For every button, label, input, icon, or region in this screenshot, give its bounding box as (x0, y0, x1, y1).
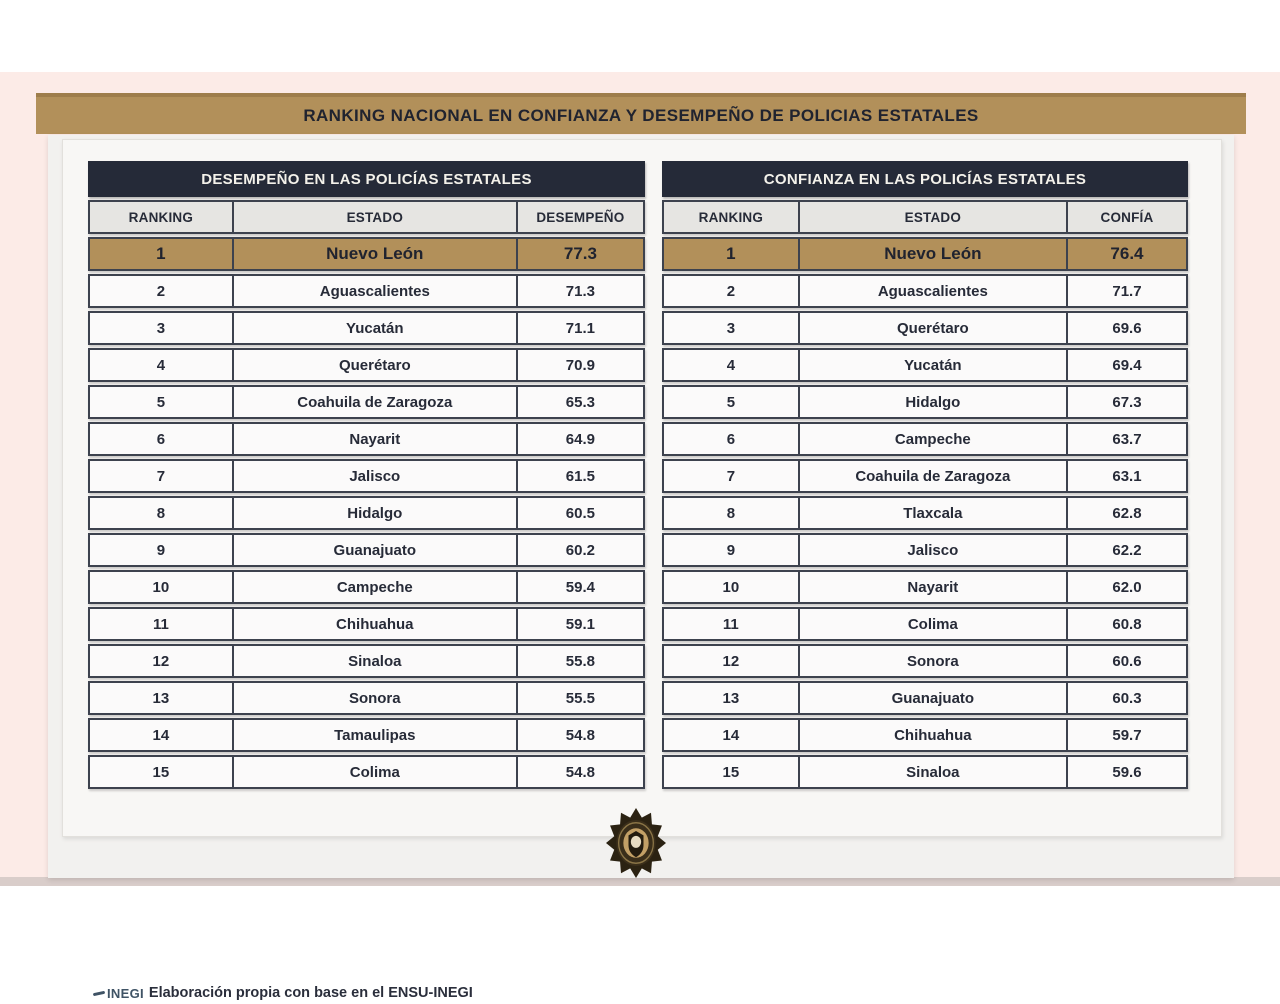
table-row (662, 533, 1188, 567)
state-cell: Chihuahua (336, 615, 414, 633)
page-title: RANKING NACIONAL EN CONFIANZA Y DESEMPEÑO DE POLICIAS ESTATALES (303, 105, 979, 125)
state-cell: Nayarit (907, 578, 959, 596)
value-cell: 77.3 (516, 239, 643, 269)
rank-cell: 4 (664, 350, 800, 380)
value-cell: 71.7 (1066, 276, 1186, 306)
rank-cell: 4 (90, 350, 234, 380)
state-cell: Jalisco (907, 541, 959, 559)
column-header: CONFÍA (1066, 202, 1186, 232)
state-cell: Colima (907, 615, 958, 633)
table-row (88, 311, 645, 345)
police-star-badge-icon (606, 808, 666, 878)
value-cell: 63.1 (1066, 461, 1186, 491)
column-header: ESTADO (346, 209, 404, 225)
inegi-logo (93, 986, 144, 1001)
state-cell: Coahuila de Zaragoza (297, 393, 453, 411)
table-header-row (88, 200, 645, 234)
value-cell: 60.5 (516, 498, 643, 528)
table-title-confianza: CONFIANZA EN LAS POLICÍAS ESTATALES (662, 161, 1188, 197)
value-cell: 55.8 (516, 646, 643, 676)
value-cell: 60.8 (1066, 609, 1186, 639)
table-row (88, 348, 645, 382)
rank-cell: 2 (664, 276, 800, 306)
rank-cell: 5 (664, 387, 800, 417)
value-cell: 64.9 (516, 424, 643, 454)
rank-cell: 3 (664, 313, 800, 343)
value-cell: 65.3 (516, 387, 643, 417)
rank-cell: 3 (90, 313, 234, 343)
value-cell: 54.8 (516, 720, 643, 750)
rank-cell: 6 (90, 424, 234, 454)
state-cell: Guanajuato (891, 689, 975, 707)
rank-cell: 10 (664, 572, 800, 602)
table-row (662, 607, 1188, 641)
table-body (88, 237, 645, 789)
rank-cell: 8 (664, 498, 800, 528)
value-cell: 67.3 (1066, 387, 1186, 417)
rank-cell: 6 (664, 424, 800, 454)
value-cell: 76.4 (1066, 239, 1186, 269)
state-cell: Nuevo León (326, 244, 424, 263)
rank-cell: 13 (90, 683, 234, 713)
source-attribution (93, 982, 473, 1004)
rank-cell: 12 (90, 646, 234, 676)
source-text: Elaboración propia con base en el ENSU-INEGI (148, 985, 473, 1001)
state-cell: Chihuahua (894, 726, 972, 744)
table-row (88, 644, 645, 678)
state-cell: Querétaro (896, 319, 969, 337)
state-cell: Hidalgo (347, 504, 403, 522)
state-cell: Nuevo León (884, 244, 982, 263)
table-row-top-ranked (662, 237, 1188, 271)
state-cell: Nayarit (349, 430, 401, 448)
rank-cell: 2 (90, 276, 234, 306)
value-cell: 59.4 (516, 572, 643, 602)
table-row (662, 644, 1188, 678)
table-row (662, 718, 1188, 752)
table-desempeno (88, 161, 645, 789)
table-row (88, 533, 645, 567)
rank-cell: 15 (90, 757, 234, 787)
rank-cell: 11 (664, 609, 800, 639)
value-cell: 71.1 (516, 313, 643, 343)
state-cell: Hidalgo (905, 393, 961, 411)
value-cell: 69.6 (1066, 313, 1186, 343)
table-row (88, 681, 645, 715)
value-cell: 54.8 (516, 757, 643, 787)
value-cell: 59.6 (1066, 757, 1186, 787)
value-cell: 60.6 (1066, 646, 1186, 676)
column-header: ESTADO (904, 209, 962, 225)
state-cell: Colima (349, 763, 400, 781)
table-confianza (662, 161, 1188, 789)
table-row (88, 496, 645, 530)
rank-cell: 14 (664, 720, 800, 750)
value-cell: 60.3 (1066, 683, 1186, 713)
rank-cell: 9 (664, 535, 800, 565)
state-cell: Aguascalientes (319, 282, 430, 300)
table-row (662, 755, 1188, 789)
rank-cell: 1 (664, 239, 800, 269)
column-header: DESEMPEÑO (516, 202, 643, 232)
state-cell: Coahuila de Zaragoza (855, 467, 1011, 485)
rank-cell: 15 (664, 757, 800, 787)
table-title-desempeno: DESEMPEÑO EN LAS POLICÍAS ESTATALES (88, 161, 645, 197)
table-row (662, 681, 1188, 715)
value-cell: 62.0 (1066, 572, 1186, 602)
rank-cell: 11 (90, 609, 234, 639)
main-title-banner (36, 93, 1246, 134)
tables-panel (62, 139, 1222, 837)
bottom-accent-strip (0, 877, 1280, 886)
state-cell: Jalisco (349, 467, 401, 485)
table-row (88, 755, 645, 789)
table-row (662, 311, 1188, 345)
state-cell: Yucatán (904, 356, 962, 374)
table-row (662, 496, 1188, 530)
value-cell: 59.7 (1066, 720, 1186, 750)
state-cell: Sonora (348, 689, 401, 707)
state-cell: Tamaulipas (334, 726, 416, 744)
rank-cell: 10 (90, 572, 234, 602)
value-cell: 70.9 (516, 350, 643, 380)
value-cell: 63.7 (1066, 424, 1186, 454)
state-cell: Sinaloa (348, 652, 402, 670)
table-row (88, 459, 645, 493)
state-cell: Campeche (336, 578, 413, 596)
value-cell: 55.5 (516, 683, 643, 713)
state-cell: Aguascalientes (877, 282, 988, 300)
column-header: RANKING (664, 202, 800, 232)
value-cell: 62.2 (1066, 535, 1186, 565)
table-row (88, 422, 645, 456)
state-cell: Yucatán (346, 319, 404, 337)
value-cell: 59.1 (516, 609, 643, 639)
table-header-row (662, 200, 1188, 234)
content-card (48, 135, 1234, 1001)
state-cell: Sonora (906, 652, 959, 670)
rank-cell: 1 (90, 239, 234, 269)
value-cell: 69.4 (1066, 350, 1186, 380)
inegi-logo-text: INEGI (107, 985, 144, 1001)
column-header: RANKING (90, 202, 234, 232)
rank-cell: 7 (90, 461, 234, 491)
table-row (88, 718, 645, 752)
value-cell: 62.8 (1066, 498, 1186, 528)
rank-cell: 5 (90, 387, 234, 417)
table-row-top-ranked (88, 237, 645, 271)
state-cell: Campeche (894, 430, 971, 448)
state-cell: Sinaloa (906, 763, 960, 781)
table-row (88, 274, 645, 308)
table-row (662, 348, 1188, 382)
value-cell: 60.2 (516, 535, 643, 565)
table-row (662, 570, 1188, 604)
state-cell: Tlaxcala (903, 504, 963, 522)
table-row (662, 422, 1188, 456)
inegi-logo-mark-icon (93, 989, 105, 998)
value-cell: 61.5 (516, 461, 643, 491)
rank-cell: 8 (90, 498, 234, 528)
rank-cell: 7 (664, 461, 800, 491)
rank-cell: 14 (90, 720, 234, 750)
table-row (662, 274, 1188, 308)
table-row (88, 385, 645, 419)
state-cell: Querétaro (338, 356, 411, 374)
table-row (662, 459, 1188, 493)
state-cell: Guanajuato (333, 541, 417, 559)
rank-cell: 12 (664, 646, 800, 676)
value-cell: 71.3 (516, 276, 643, 306)
table-row (88, 570, 645, 604)
rank-cell: 9 (90, 535, 234, 565)
table-body (662, 237, 1188, 789)
table-row (88, 607, 645, 641)
rank-cell: 13 (664, 683, 800, 713)
table-row (662, 385, 1188, 419)
